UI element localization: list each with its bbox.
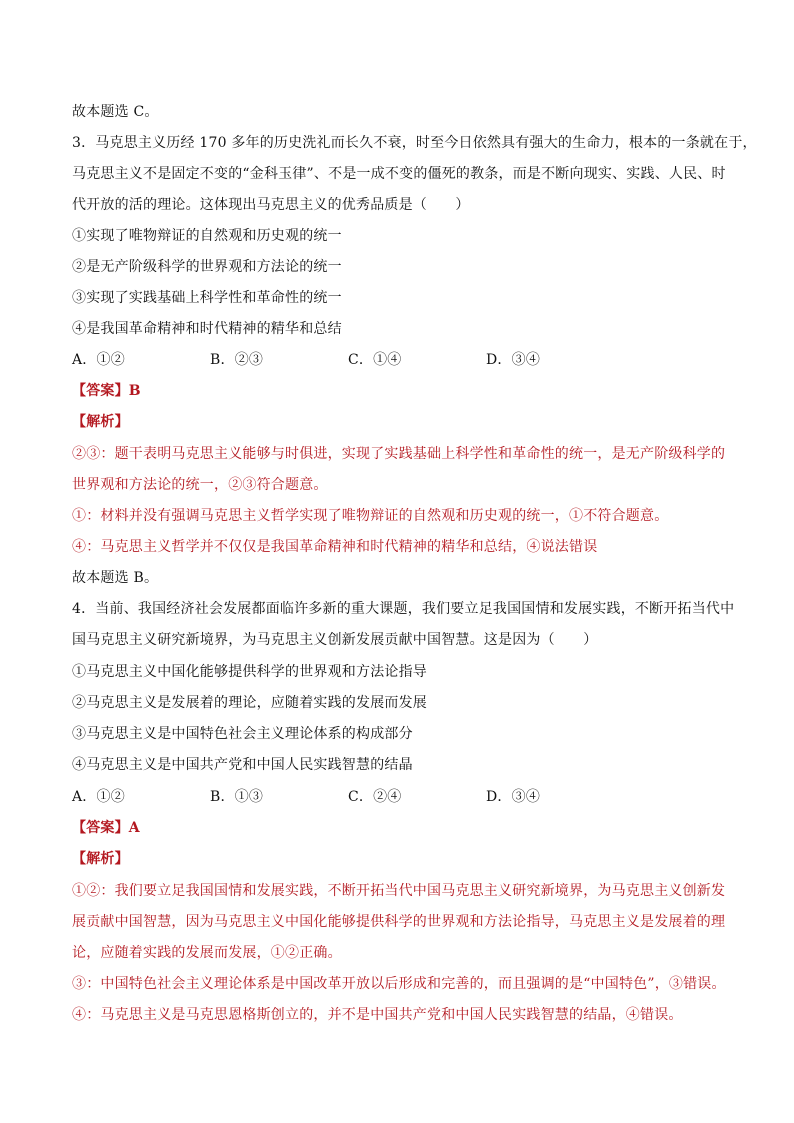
q4-analysis-label: 【解析】 xyxy=(72,851,129,867)
q3-analysis-line-3: ①：材料并没有强调马克思主义哲学实现了唯物辩证的自然观和历史观的统一，①不符合题意。 xyxy=(72,508,669,524)
q4-statement-3: ③马克思主义是中国特色社会主义理论体系的构成部分 xyxy=(72,726,413,742)
q4-options xyxy=(72,787,732,807)
q3-option-b: B．②③ xyxy=(210,352,264,368)
q4-analysis-line-1: ①②：我们要立足我国国情和发展实践，不断开拓当代中国马克思主义研究新境界，为马克思主义创新发 xyxy=(72,883,726,899)
q3-statement-1: ①实现了唯物辩证的自然观和历史观的统一 xyxy=(72,228,342,244)
q3-statement-4: ④是我国革命精神和时代精神的精华和总结 xyxy=(72,321,342,337)
q4-option-a: A．①② xyxy=(72,789,125,805)
q4-statement-1: ①马克思主义中国化能够提供科学的世界观和方法论指导 xyxy=(72,664,427,680)
q3-options xyxy=(72,350,732,370)
q4-analysis-line-3: 论，应随着实践的发展而发展，①②正确。 xyxy=(72,945,342,961)
q4-option-d: D．③④ xyxy=(486,789,541,805)
q4-analysis-line-5: ④：马克思主义是马克思恩格斯创立的，并不是中国共产党和中国人民实践智慧的结晶，④错误。 xyxy=(72,1007,683,1023)
q3-stem-line-1: 3．马克思主义历经 170 多年的历史洗礼而长久不衰，时至今日依然具有强大的生命力，根本的一条就在于， xyxy=(72,135,757,151)
q3-statement-3: ③实现了实践基础上科学性和革命性的统一 xyxy=(72,290,342,306)
q3-analysis-line-4: ④：马克思主义哲学并不仅仅是我国革命精神和时代精神的精华和总结，④说法错误 xyxy=(72,539,598,555)
q4-stem-line-2: 国马克思主义研究新境界，为马克思主义创新发展贡献中国智慧。这是因为（ ） xyxy=(72,632,598,648)
q3-option-d: D．③④ xyxy=(486,352,541,368)
q4-answer: 【答案】A xyxy=(72,820,140,836)
q3-analysis-line-1: ②③：题干表明马克思主义能够与时俱进，实现了实践基础上科学性和革命性的统一，是无产阶级科学的 xyxy=(72,446,726,462)
q3-conclusion: 故本题选 B。 xyxy=(72,570,159,586)
q3-option-a: A．①② xyxy=(72,352,125,368)
q3-statement-2: ②是无产阶级科学的世界观和方法论的统一 xyxy=(72,259,342,275)
q3-stem-line-3: 代开放的活的理论。这体现出马克思主义的优秀品质是（ ） xyxy=(72,197,470,213)
q4-stem-line-1: 4．当前、我国经济社会发展都面临许多新的重大课题，我们要立足我国国情和发展实践，不断开拓当代中 xyxy=(72,601,735,617)
q2-conclusion: 故本题选 C。 xyxy=(72,104,159,120)
q4-analysis-line-4: ③：中国特色社会主义理论体系是中国改革开放以后形成和完善的，而且强调的是“中国特色”，③错误。 xyxy=(72,976,726,992)
q4-statement-4: ④马克思主义是中国共产党和中国人民实践智慧的结晶 xyxy=(72,757,413,773)
q4-statement-2: ②马克思主义是发展着的理论，应随着实践的发展而发展 xyxy=(72,695,427,711)
q3-stem-line-2: 马克思主义不是固定不变的“金科玉律”、不是一成不变的僵死的教条，而是不断向现实、实践、人民、时 xyxy=(72,166,726,182)
q4-option-c: C．②④ xyxy=(348,789,402,805)
q3-answer: 【答案】B xyxy=(72,383,141,399)
q4-analysis-line-2: 展贡献中国智慧，因为马克思主义中国化能够提供科学的世界观和方法论指导，马克思主义是发展着的理 xyxy=(72,914,726,930)
q3-analysis-line-2: 世界观和方法论的统一，②③符合题意。 xyxy=(72,477,328,493)
q3-option-c: C．①④ xyxy=(348,352,402,368)
q3-analysis-label: 【解析】 xyxy=(72,414,129,430)
q4-option-b: B．①③ xyxy=(210,789,264,805)
